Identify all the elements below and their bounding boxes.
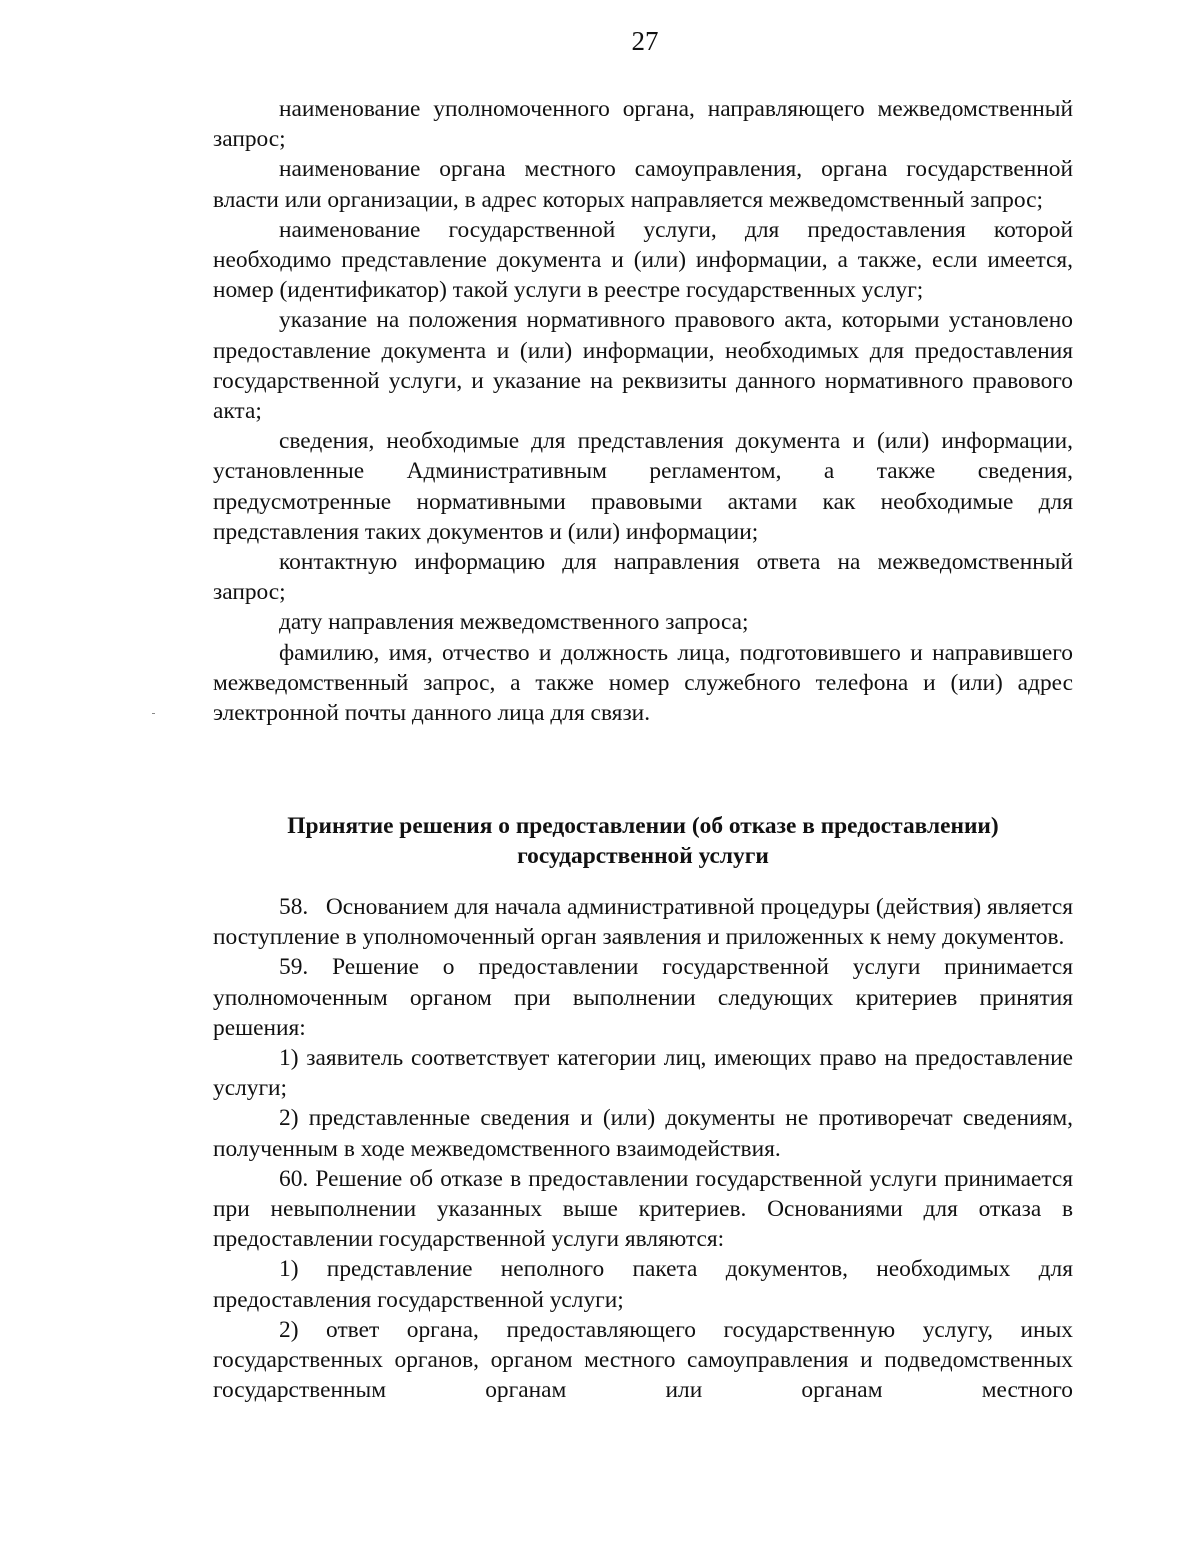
paragraph-60: 60. Решение об отказе в предоставлении государственной услуги принимается при невыполнении указанных выше критериев. Основаниями для отказа в предоставлении государственной услуги являются: <box>213 1165 1073 1253</box>
list-item: наименование органа местного самоуправления, органа государственной власти или организации, в адрес которых направляется межведомственный запрос; <box>213 156 1073 213</box>
paragraph-59-item-2: 2) представленные сведения и (или) документы не противоречат сведениям, полученным в ходе межведомственного взаимодействия. <box>213 1105 1073 1162</box>
list-item: дату направления межведомственного запроса; <box>279 609 749 636</box>
list-item: фамилию, имя, отчество и должность лица, подготовившего и направившего межведомственный запрос, а также номер служебного телефона и (или) адрес электронной почты данного лица для связи. <box>213 639 1073 727</box>
list-item: наименование государственной услуги, для предоставления которой необходимо представление документа и (или) информации, а также, если имеется, номер (идентификатор) такой услуги в реестре государственных услуг; <box>213 216 1073 304</box>
paragraph-60-item-2: 2) ответ органа, предоставляющего государственную услугу, иных государственных органов, органом местного самоуправления и подведомственных государственным органам или органам местного <box>213 1316 1073 1404</box>
paragraph-59: 59. Решение о предоставлении государственной услуги принимается уполномоченным органом при выполнении следующих критериев принятия решения: <box>213 954 1073 1041</box>
section-heading-line-1: Принятие решения о предоставлении (об отказе в предоставлении) <box>287 813 999 839</box>
section-heading-line-2: государственной услуги <box>517 843 769 870</box>
scan-speck <box>152 713 155 714</box>
section-heading <box>213 811 1073 871</box>
list-item: сведения, необходимые для представления документа и (или) информации, установленные Административным регламентом, а также сведения, предусмотренные нормативными правовыми актами как необходимые для представления таких документов и (или) информации; <box>213 428 1073 545</box>
page-number: 27 <box>631 26 659 56</box>
section-body <box>213 892 1079 1405</box>
paragraph-59-item-1: 1) заявитель соответствует категории лиц, имеющих право на предоставление услуги; <box>213 1045 1073 1102</box>
paragraph-58: 58. Основанием для начала административной процедуры (действия) является поступление в уполномоченный орган заявления и приложенных к нему документов. <box>213 894 1079 951</box>
request-contents-list <box>213 94 1073 728</box>
list-item: контактную информацию для направления ответа на межведомственный запрос; <box>213 549 1073 606</box>
paragraph-60-item-1: 1) представление неполного пакета документов, необходимых для предоставления государственной услуги; <box>213 1256 1073 1313</box>
list-item: указание на положения нормативного правового акта, которыми установлено предоставление документа и (или) информации, необходимых для предоставления государственной услуги, и указание на реквизиты данного нормативного правового акта; <box>213 307 1073 425</box>
list-item: наименование уполномоченного органа, направляющего межведомственный запрос; <box>213 96 1073 153</box>
